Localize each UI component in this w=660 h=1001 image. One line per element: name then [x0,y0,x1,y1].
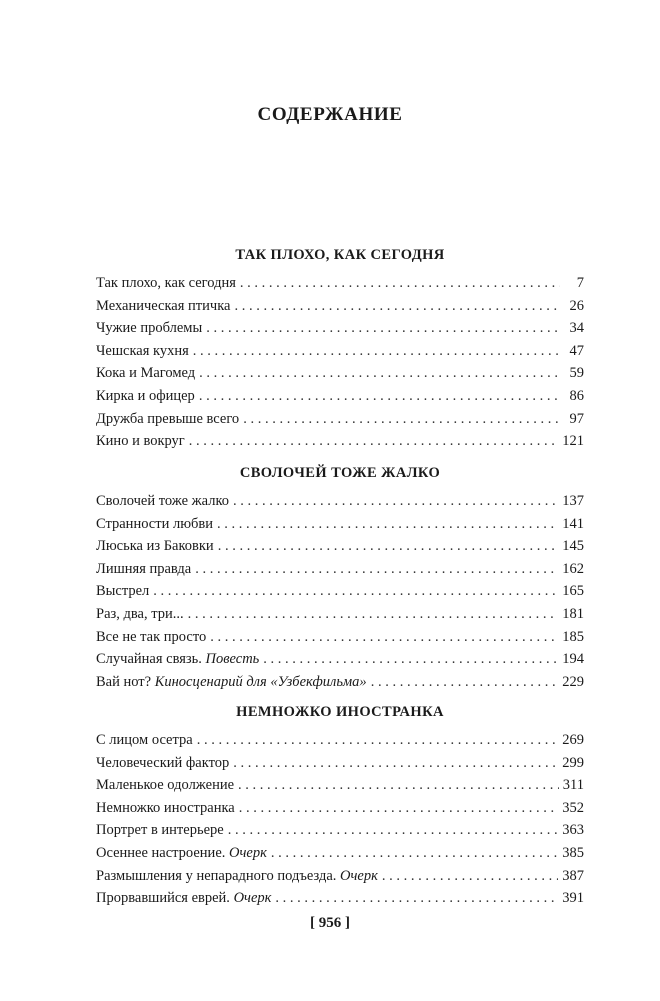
toc-entry-title [96,648,259,671]
toc-entry-title [96,430,185,453]
dot-leader [228,819,559,842]
toc-entry-page-number: 137 [562,493,584,509]
toc-entry [96,295,584,318]
toc-entry-title-text: Портрет в интерьере [96,822,224,839]
toc-entry-title [96,865,378,888]
toc-entry-page-number: 229 [562,673,584,690]
dot-leader [371,671,559,694]
toc-entry [96,774,584,797]
toc-entry [96,887,584,910]
toc-entry-page-number: 97 [569,410,584,427]
toc-entry-title-text: Дружба превыше всего [96,410,240,427]
toc-entry [96,490,584,513]
toc-entry-genre: Повесть [205,651,260,668]
toc-entry-title-text: Кирка и офицер [96,387,195,404]
toc-entry-page-number: 363 [562,822,584,839]
page-number: [ 956 ] [310,915,350,931]
dot-leader [206,317,560,340]
dot-leader [217,513,558,536]
dot-leader [240,272,560,295]
toc-entry-title [96,842,267,865]
toc-entry-title-text: Сволочей тоже жалко [96,493,229,509]
dot-leader [233,490,558,513]
toc-entry-title [96,340,189,363]
toc-entry-title-text: Осеннее настроение. [96,844,229,861]
toc-entry-title [96,513,213,536]
dot-leader [195,558,558,581]
page-title: СОДЕРЖАНИЕ [257,104,403,125]
toc-entry-title [96,408,239,431]
toc-entry-page-number: 59 [569,365,584,382]
toc-entry [96,362,584,385]
toc-entry-title-text: Кока и Магомед [96,365,196,382]
toc-entry [96,671,584,694]
toc-entry-title [96,626,206,649]
toc-entry-page-number: 387 [562,867,584,884]
dot-leader [199,385,560,408]
toc-entry [96,430,584,453]
toc-entry [96,819,584,842]
toc-entry-page-number: 145 [562,538,584,555]
toc-entry [96,842,584,865]
toc-entry-page-number: 7 [576,275,584,291]
toc-entry-title-text: Немножко иностранка [96,799,235,816]
toc-entry-genre: Очерк [229,844,267,861]
toc-entry-title [96,819,224,842]
toc-entry-list [96,490,584,693]
toc-entry-page-number: 162 [562,560,584,577]
toc-entry [96,626,584,649]
toc-entry [96,648,584,671]
toc-entry-page-number: 385 [562,844,584,861]
toc-entry [96,385,584,408]
toc-entry-list [96,272,584,453]
toc-entry [96,797,584,820]
toc-entry-title-text: Прорвавшийся еврей. [96,890,234,907]
toc-entry-title [96,603,184,626]
toc-entry-title-text: Вай нот? [96,673,155,690]
dot-leader [193,340,560,363]
toc-entry-title [96,272,236,295]
dot-leader [263,648,558,671]
toc-entry-title [96,580,149,603]
toc-entry [96,535,584,558]
toc-entry-title [96,362,195,385]
toc-entry-page-number: 34 [569,320,584,337]
toc-entry-genre: Очерк [233,890,272,907]
toc-entry-title-text: Механическая птичка [96,297,231,314]
toc-section [96,462,584,693]
toc-entry-title-text: Все не так просто [96,628,207,645]
dot-leader [197,729,559,752]
dot-leader [153,580,558,603]
toc-entry-title-text: Выстрел [96,583,150,600]
toc-entry-page-number: 352 [562,799,584,816]
toc-entry-title-text: Размышления у непарадного подъезда. [96,867,341,884]
dot-leader [188,603,559,626]
toc-entry-title-text: Чешская кухня [96,342,189,359]
toc-entry-title [96,887,271,910]
toc-entry [96,317,584,340]
dot-leader [189,430,559,453]
dot-leader [199,362,560,385]
toc-entry-page-number: 26 [569,297,584,314]
toc-entry-title-text: С лицом осетра [96,732,193,748]
toc-entry-title [96,797,235,820]
dot-leader [275,887,558,910]
toc-entry-title [96,671,367,694]
toc-entry-page-number: 47 [569,342,584,359]
section-heading: ТАК ПЛОХО, КАК СЕГОДНЯ [235,247,445,263]
toc-entry [96,558,584,581]
toc-entry-title-text: Чужие проблемы [96,320,203,337]
toc-entry-title [96,317,202,340]
toc-entry [96,729,584,752]
toc-section [96,701,584,910]
toc-entry-title [96,774,234,797]
toc-entry-page-number: 269 [562,732,584,748]
dot-leader [234,295,560,318]
toc-entry [96,340,584,363]
toc-entry-genre: Очерк [340,867,378,884]
toc-entry-title [96,729,193,752]
toc-entry [96,272,584,295]
toc-entry-page-number: 141 [562,515,584,532]
dot-leader [271,842,558,865]
toc-entry-title-text: Странности любви [96,515,214,532]
toc-section [96,244,584,453]
toc-entry-page-number: 165 [562,583,584,600]
toc-entry-title-text: Люська из Баковки [96,538,214,555]
toc-entry-title-text: Лишняя правда [96,560,192,577]
toc-entry [96,513,584,536]
toc-entry-title-text: Маленькое одолжение [96,777,235,794]
toc-entry-page-number: 391 [562,890,584,907]
toc-entry-title [96,490,229,513]
toc-entry-title-text: Кино и вокруг [96,433,185,450]
toc-entry-page-number: 299 [562,754,584,771]
toc-entry-title [96,558,191,581]
toc-entry [96,408,584,431]
toc-entry-page-number: 194 [562,651,584,668]
toc-entry-list [96,729,584,910]
toc-entry-genre: Киносценарий для «Узбекфильма» [154,673,367,690]
dot-leader [239,797,559,820]
toc-entry-title [96,752,229,775]
toc-entry-page-number: 121 [562,433,584,450]
toc-entry-title-text: Человеческий фактор [96,754,230,771]
toc-entry [96,580,584,603]
toc-entry-page-number: 181 [562,605,584,622]
section-heading: НЕМНОЖКО ИНОСТРАНКА [236,704,444,720]
toc-entry [96,865,584,888]
section-heading: СВОЛОЧЕЙ ТОЖЕ ЖАЛКО [239,465,441,481]
toc-entry-page-number: 311 [562,777,584,794]
toc-entry [96,603,584,626]
toc-entry-title-text: Случайная связь. [96,651,206,668]
toc-entry-page-number: 185 [562,628,584,645]
dot-leader [243,408,560,431]
toc-entry-title [96,535,214,558]
dot-leader [382,865,558,888]
dot-leader [218,535,559,558]
toc-entry-title-text: Так плохо, как сегодня [96,275,236,291]
dot-leader [238,774,559,797]
toc-entry-page-number: 86 [569,387,584,404]
toc-entry-title [96,295,230,318]
toc-entry-title [96,385,195,408]
toc-entry-title-text: Раз, два, три... [96,605,184,622]
dot-leader [233,752,558,775]
dot-leader [210,626,558,649]
toc-entry [96,752,584,775]
